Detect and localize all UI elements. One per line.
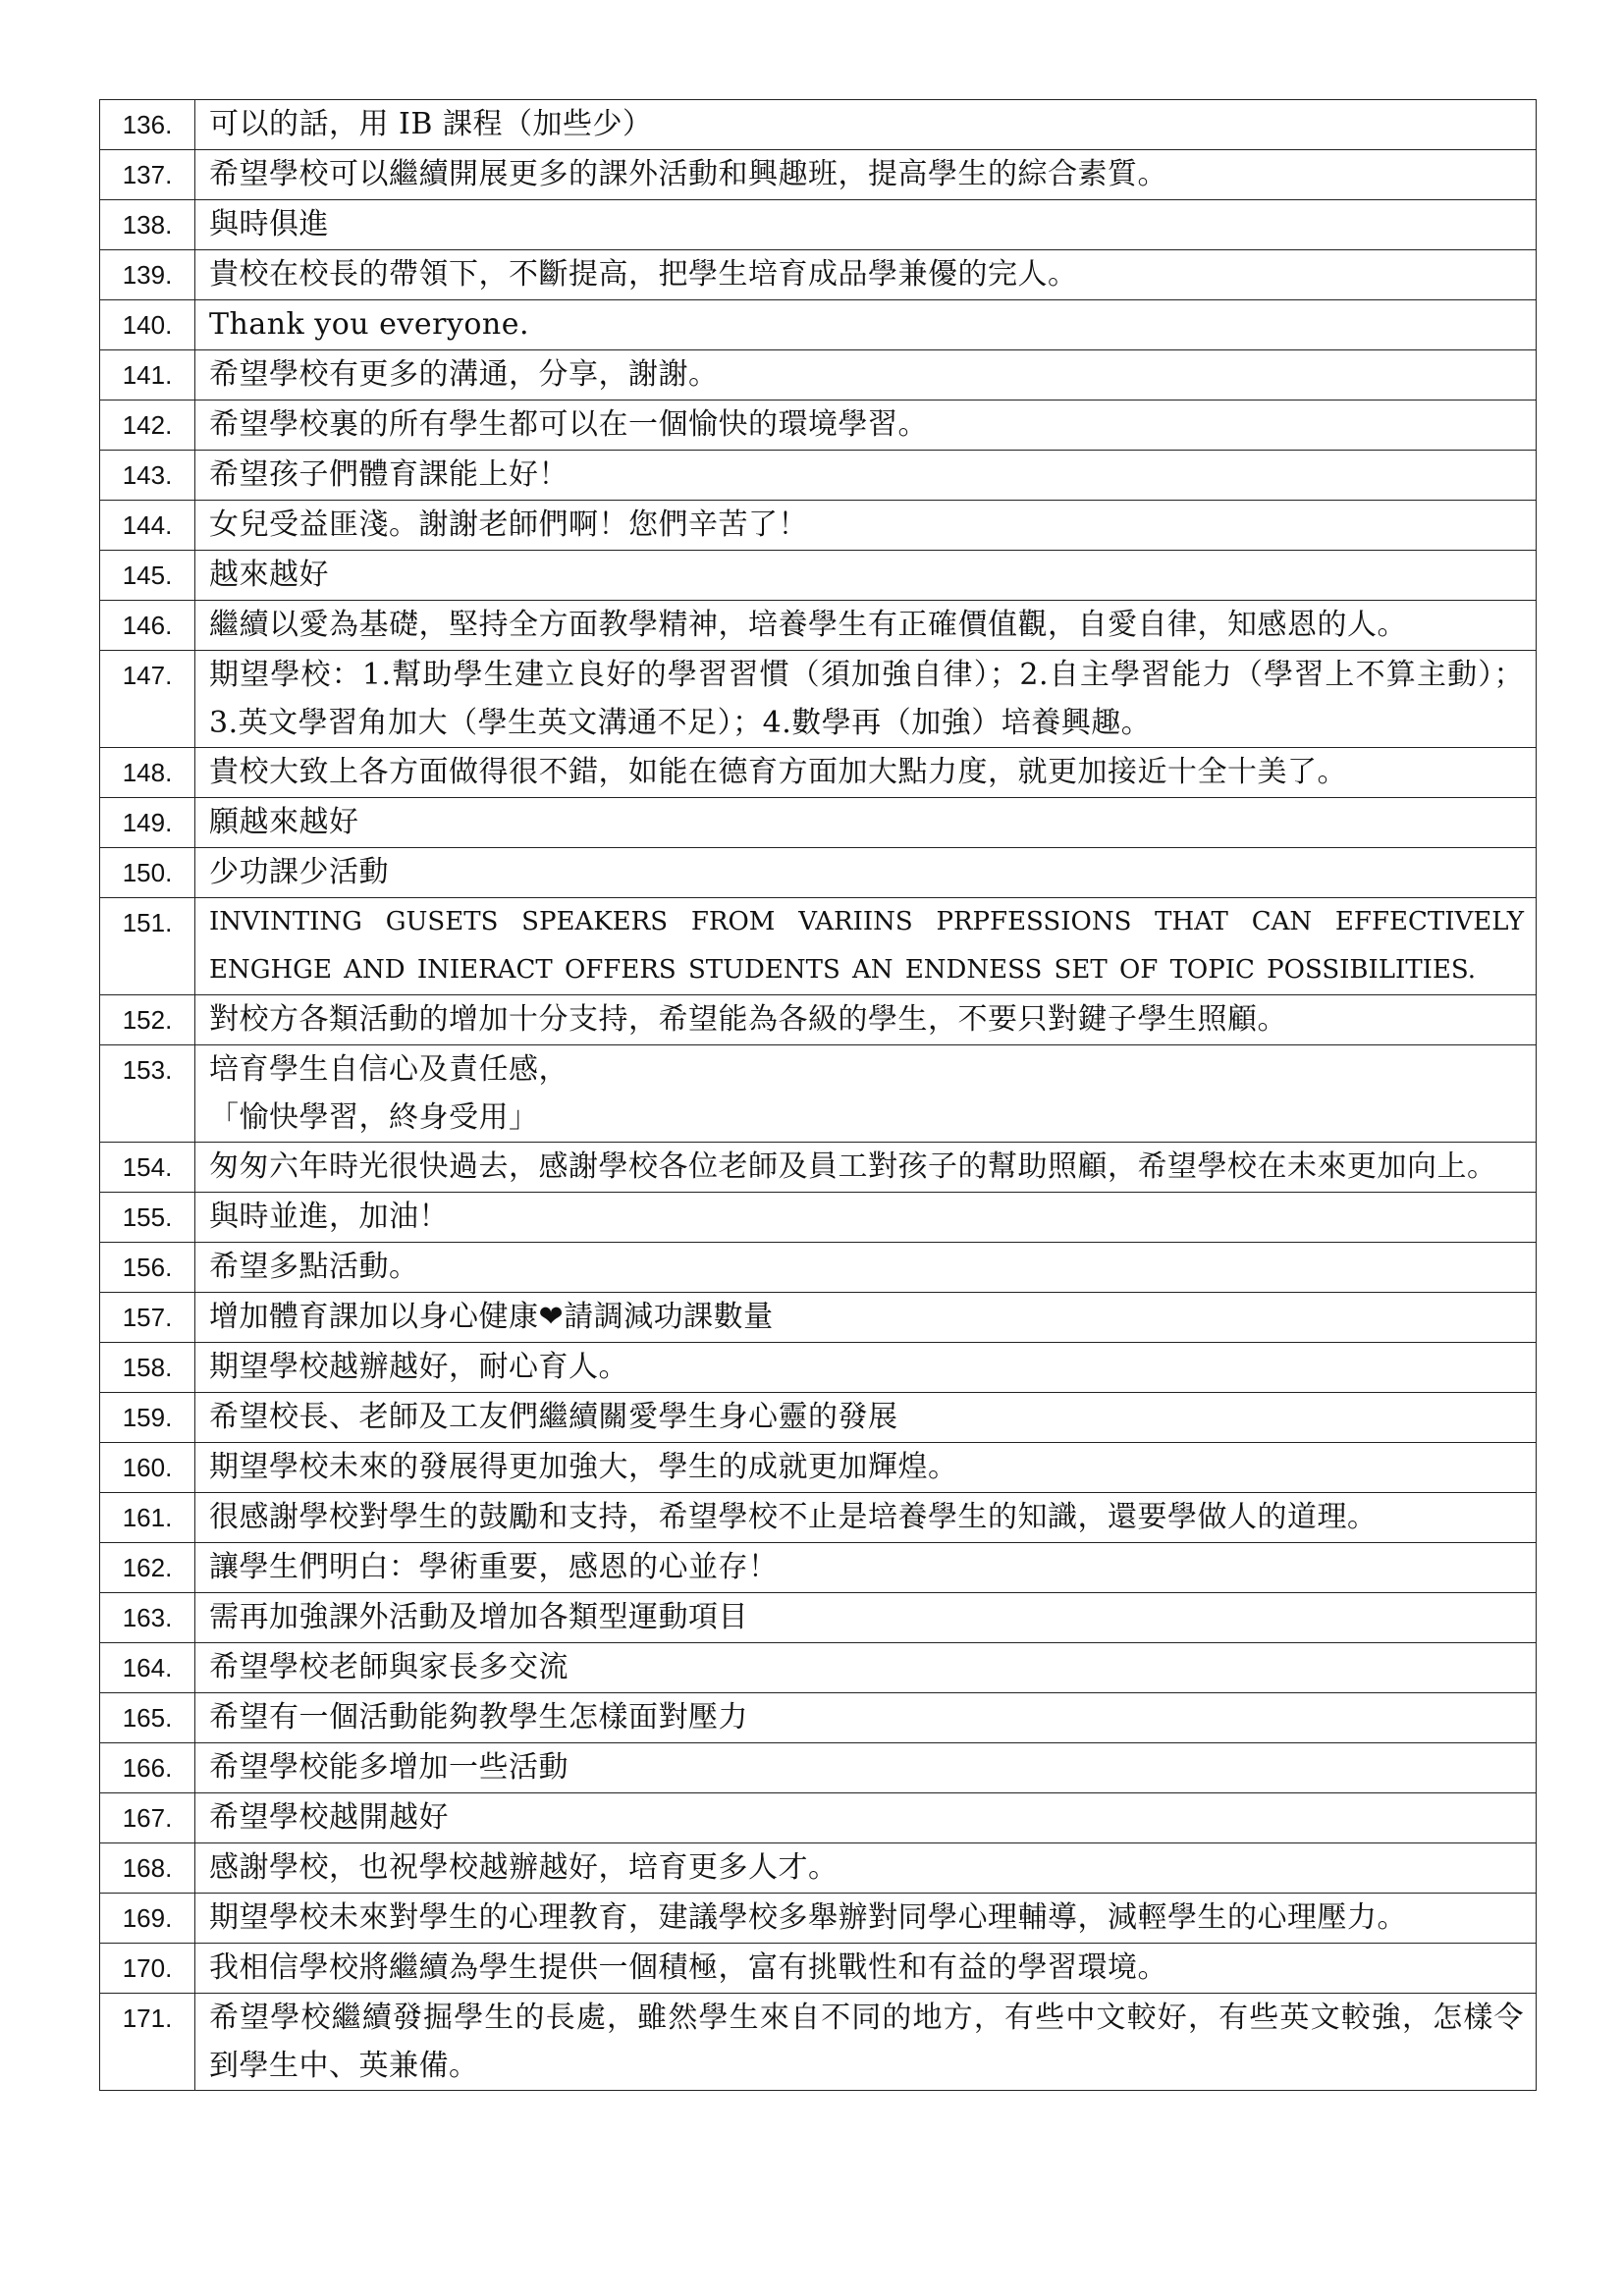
table-row: [100, 451, 1537, 501]
row-comment: 希望學校能多增加一些活動: [195, 1743, 1537, 1793]
row-number: 144.: [100, 501, 195, 551]
row-comment: 希望孩子們體育課能上好！: [195, 451, 1537, 501]
table-row: [100, 100, 1537, 150]
row-comment: Thank you everyone.: [195, 300, 1537, 350]
table-row: [100, 748, 1537, 798]
table-row: [100, 1293, 1537, 1343]
document-page: [99, 99, 1537, 2091]
row-number: 162.: [100, 1543, 195, 1593]
table-row: [100, 501, 1537, 551]
table-row: [100, 1143, 1537, 1193]
row-number: 165.: [100, 1693, 195, 1743]
row-comment: 與時俱進: [195, 200, 1537, 250]
table-row: [100, 798, 1537, 848]
table-row: [100, 1593, 1537, 1643]
row-comment: 感謝學校，也祝學校越辦越好，培育更多人才。: [195, 1843, 1537, 1894]
table-row: [100, 1843, 1537, 1894]
table-row: [100, 1045, 1537, 1143]
table-row: [100, 1743, 1537, 1793]
row-comment: 希望有一個活動能夠教學生怎樣面對壓力: [195, 1693, 1537, 1743]
table-row: [100, 400, 1537, 451]
row-number: 166.: [100, 1743, 195, 1793]
row-number: 158.: [100, 1343, 195, 1393]
row-number: 154.: [100, 1143, 195, 1193]
table-row: [100, 1944, 1537, 1994]
row-comment: 可以的話，用 IB 課程（加些少）: [195, 100, 1537, 150]
row-comment: 希望學校老師與家長多交流: [195, 1643, 1537, 1693]
row-comment: 期望學校未來的發展得更加強大，學生的成就更加輝煌。: [195, 1443, 1537, 1493]
table-row: [100, 848, 1537, 898]
row-number: 146.: [100, 601, 195, 651]
row-number: 157.: [100, 1293, 195, 1343]
table-row: [100, 651, 1537, 748]
table-row: [100, 1443, 1537, 1493]
feedback-table: [99, 99, 1537, 2091]
table-row: [100, 1393, 1537, 1443]
row-comment: INVINTING GUSETS SPEAKERS FROM VARIINS PRPFESSIONS THAT CAN EFFECTIVELY ENGHGE AND INIERACT OFFERS STUDENTS AN ENDNESS SET OF TOPIC POSSIBILITIES.: [195, 898, 1537, 995]
row-number: 143.: [100, 451, 195, 501]
row-comment: 增加體育課加以身心健康❤請調減功課數量: [195, 1293, 1537, 1343]
table-row: [100, 1894, 1537, 1944]
row-number: 150.: [100, 848, 195, 898]
table-row: [100, 551, 1537, 601]
row-comment: 少功課少活動: [195, 848, 1537, 898]
table-row: [100, 995, 1537, 1045]
row-number: 147.: [100, 651, 195, 748]
table-row: [100, 1493, 1537, 1543]
row-comment: 與時並進，加油！: [195, 1193, 1537, 1243]
row-number: 145.: [100, 551, 195, 601]
comment-line: 「愉快學習，終身受用」: [209, 1100, 539, 1135]
row-number: 139.: [100, 250, 195, 300]
table-row: [100, 1693, 1537, 1743]
row-comment: 希望多點活動。: [195, 1243, 1537, 1293]
row-comment: 希望校長、老師及工友們繼續關愛學生身心靈的發展: [195, 1393, 1537, 1443]
row-number: 140.: [100, 300, 195, 350]
row-number: 170.: [100, 1944, 195, 1994]
row-number: 137.: [100, 150, 195, 200]
row-number: 171.: [100, 1994, 195, 2091]
row-comment: 匆匆六年時光很快過去，感謝學校各位老師及員工對孩子的幫助照顧，希望學校在未來更加向上。: [195, 1143, 1537, 1193]
row-number: 167.: [100, 1793, 195, 1843]
row-comment: 繼續以愛為基礎，堅持全方面教學精神，培養學生有正確價值觀，自愛自律，知感恩的人。: [195, 601, 1537, 651]
row-comment: 期望學校未來對學生的心理教育，建議學校多舉辦對同學心理輔導，減輕學生的心理壓力。: [195, 1894, 1537, 1944]
table-row: [100, 350, 1537, 400]
table-row: [100, 250, 1537, 300]
row-number: 155.: [100, 1193, 195, 1243]
row-number: 159.: [100, 1393, 195, 1443]
row-number: 152.: [100, 995, 195, 1045]
row-comment: 對校方各類活動的增加十分支持，希望能為各級的學生，不要只對鍵子學生照顧。: [195, 995, 1537, 1045]
row-number: 138.: [100, 200, 195, 250]
comment-line: 培育學生自信心及責任感，: [209, 1052, 568, 1087]
row-comment: 很感謝學校對學生的鼓勵和支持，希望學校不止是培養學生的知識，還要學做人的道理。: [195, 1493, 1537, 1543]
table-row: [100, 1243, 1537, 1293]
table-row: [100, 1643, 1537, 1693]
row-number: 142.: [100, 400, 195, 451]
table-row: [100, 1343, 1537, 1393]
row-comment: 讓學生們明白：學術重要，感恩的心並存！: [195, 1543, 1537, 1593]
row-comment: 願越來越好: [195, 798, 1537, 848]
row-number: 161.: [100, 1493, 195, 1543]
row-number: 151.: [100, 898, 195, 995]
row-comment: 貴校大致上各方面做得很不錯，如能在德育方面加大點力度，就更加接近十全十美了。: [195, 748, 1537, 798]
table-row: [100, 1543, 1537, 1593]
row-comment: 希望學校裏的所有學生都可以在一個愉快的環境學習。: [195, 400, 1537, 451]
row-number: 168.: [100, 1843, 195, 1894]
row-number: 141.: [100, 350, 195, 400]
table-row: [100, 898, 1537, 995]
row-number: 156.: [100, 1243, 195, 1293]
row-comment: 希望學校繼續發掘學生的長處，雖然學生來自不同的地方，有些中文較好，有些英文較強，怎樣令到學生中、英兼備。: [195, 1994, 1537, 2091]
row-comment: 期望學校：1.幫助學生建立良好的學習習慣（須加強自律）；2.自主學習能力（學習上不算主動）；3.英文學習角加大（學生英文溝通不足）；4.數學再（加強）培養興趣。: [195, 651, 1537, 748]
table-row: [100, 150, 1537, 200]
table-row: [100, 1193, 1537, 1243]
table-row: [100, 1994, 1537, 2091]
table-row: [100, 601, 1537, 651]
row-comment: 我相信學校將繼續為學生提供一個積極，富有挑戰性和有益的學習環境。: [195, 1944, 1537, 1994]
row-comment: [195, 1045, 1537, 1143]
row-number: 136.: [100, 100, 195, 150]
row-comment: 需再加強課外活動及增加各類型運動項目: [195, 1593, 1537, 1643]
row-comment: 希望學校有更多的溝通，分享，謝謝。: [195, 350, 1537, 400]
row-number: 149.: [100, 798, 195, 848]
row-number: 153.: [100, 1045, 195, 1143]
row-number: 160.: [100, 1443, 195, 1493]
row-comment: 越來越好: [195, 551, 1537, 601]
row-number: 163.: [100, 1593, 195, 1643]
row-comment: 期望學校越辦越好，耐心育人。: [195, 1343, 1537, 1393]
row-number: 169.: [100, 1894, 195, 1944]
row-number: 164.: [100, 1643, 195, 1693]
table-row: [100, 300, 1537, 350]
feedback-table-body: [100, 100, 1537, 2091]
table-row: [100, 1793, 1537, 1843]
table-row: [100, 200, 1537, 250]
row-comment: 希望學校越開越好: [195, 1793, 1537, 1843]
row-comment: 希望學校可以繼續開展更多的課外活動和興趣班，提高學生的綜合素質。: [195, 150, 1537, 200]
row-number: 148.: [100, 748, 195, 798]
row-comment: 女兒受益匪淺。謝謝老師們啊！您們辛苦了！: [195, 501, 1537, 551]
row-comment: 貴校在校長的帶領下，不斷提高，把學生培育成品學兼優的完人。: [195, 250, 1537, 300]
